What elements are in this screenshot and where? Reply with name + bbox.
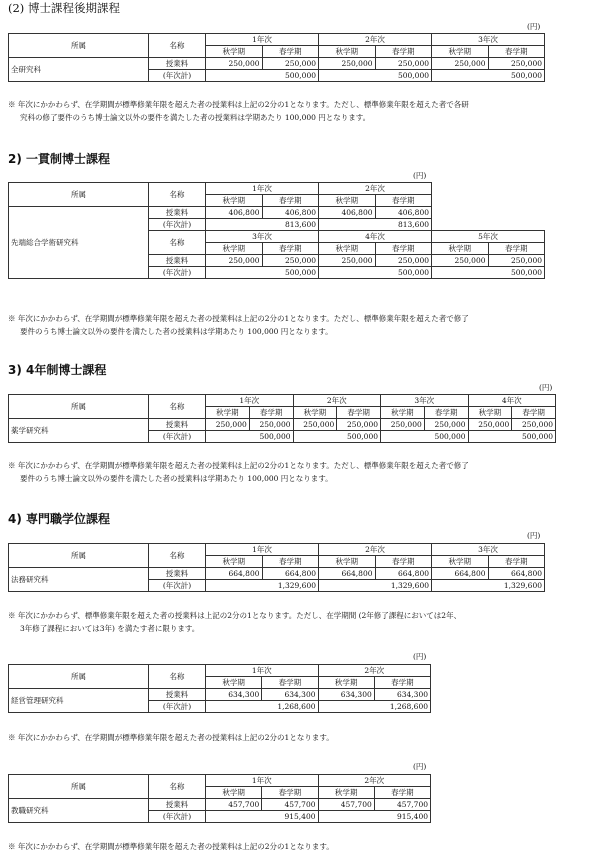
affiliation-header: 所属 xyxy=(9,544,149,568)
fee-cell: 634,300 xyxy=(262,689,318,701)
annual-total-cell: 1,329,600 xyxy=(319,580,432,592)
annual-label: (年次計) xyxy=(149,811,206,823)
fee-cell: 250,000 xyxy=(206,58,263,70)
year-header: 1年次 xyxy=(206,665,319,677)
year-header: 1年次 xyxy=(206,544,319,556)
note-education xyxy=(8,840,608,853)
fee-label: 授業料 xyxy=(149,255,206,267)
annual-total-cell: 500,000 xyxy=(206,70,319,82)
year-header: 1年次 xyxy=(206,775,319,787)
note-line: ※ 年次にかかわらず、標準修業年限を超えた者の授業料は上記の2分の1となります。ただし、在学期間 (2年修了課程においては2年、 xyxy=(8,611,462,620)
fee-label: 授業料 xyxy=(149,799,206,811)
autumn-header: 秋学期 xyxy=(206,46,263,58)
year-header: 2年次 xyxy=(318,665,431,677)
year-header: 2年次 xyxy=(319,34,432,46)
annual-total-cell: 500,000 xyxy=(293,431,381,443)
fee-cell: 250,000 xyxy=(319,58,376,70)
table-row xyxy=(9,58,545,70)
fee-cell: 250,000 xyxy=(262,255,319,267)
fee-cell: 250,000 xyxy=(206,255,263,267)
autumn-header: 秋学期 xyxy=(319,195,376,207)
affiliation-header: 所属 xyxy=(9,775,149,799)
autumn-header: 秋学期 xyxy=(206,556,263,568)
fee-table-law xyxy=(8,543,545,592)
fee-cell: 664,800 xyxy=(262,568,319,580)
department-cell: 全研究科 xyxy=(9,58,149,82)
note-line: ※ 年次にかかわらず、在学期間が標準修業年限を超えた者の授業料は上記の2分の1となります。ただし、標準修業年限を超えた者で修了 xyxy=(8,461,469,470)
unit-label: (円) xyxy=(527,531,541,540)
section-title-four-year-doctoral: 3) 4年制博士課程 xyxy=(8,363,107,377)
annual-label: (年次計) xyxy=(149,267,206,279)
fee-table-education xyxy=(8,774,431,823)
note-line: 究科の修了要件のうち博士論文以外の要件を満たした者の授業料は学期あたり 100,000 円となります。 xyxy=(20,113,371,122)
note-law xyxy=(8,609,608,635)
annual-total-cell: 500,000 xyxy=(381,431,469,443)
department-cell: 先端総合学術研究科 xyxy=(9,207,149,279)
note-line: 3年修了課程においては3年) を満たす者に限ります。 xyxy=(20,624,200,633)
annual-total-cell: 1,268,600 xyxy=(206,701,319,713)
annual-total-cell: 500,000 xyxy=(468,431,556,443)
year-header: 4年次 xyxy=(319,231,432,243)
note-line: ※ 年次にかかわらず、在学期間が標準修業年限を超えた者の授業料は上記の2分の1となります。ただし、標準修業年限を超えた者で各研 xyxy=(8,100,469,109)
autumn-header: 秋学期 xyxy=(319,556,376,568)
fee-label: 授業料 xyxy=(149,207,206,219)
table-row xyxy=(9,689,431,701)
annual-label: (年次計) xyxy=(149,701,206,713)
year-header: 2年次 xyxy=(318,775,431,787)
spring-header: 春学期 xyxy=(488,243,545,255)
autumn-header: 秋学期 xyxy=(206,195,263,207)
fee-cell: 250,000 xyxy=(319,255,376,267)
department-cell: 法務研究科 xyxy=(9,568,149,592)
fee-cell: 406,800 xyxy=(262,207,319,219)
fee-label: 授業料 xyxy=(149,568,206,580)
name-header: 名称 xyxy=(149,231,206,255)
annual-total-cell: 500,000 xyxy=(319,70,432,82)
year-header: 3年次 xyxy=(432,34,545,46)
spring-header: 春学期 xyxy=(374,677,430,689)
fee-cell: 250,000 xyxy=(262,58,319,70)
spring-header: 春学期 xyxy=(262,195,319,207)
year-header: 2年次 xyxy=(319,183,432,195)
annual-total-cell: 500,000 xyxy=(206,431,294,443)
unit-label: (円) xyxy=(539,383,553,392)
note-management xyxy=(8,731,608,744)
table-row xyxy=(9,665,431,677)
year-header: 2年次 xyxy=(293,395,381,407)
section-title-integrated-doctoral: 2) 一貫制博士課程 xyxy=(8,152,111,166)
fee-cell: 634,300 xyxy=(374,689,430,701)
spring-header: 春学期 xyxy=(337,407,381,419)
spring-header: 春学期 xyxy=(375,243,432,255)
affiliation-header: 所属 xyxy=(9,665,149,689)
table-row xyxy=(9,395,556,407)
autumn-header: 秋学期 xyxy=(432,46,489,58)
spring-header: 春学期 xyxy=(262,787,318,799)
year-header: 5年次 xyxy=(432,231,545,243)
note-line: ※ 年次にかかわらず、在学期間が標準修業年限を超えた者の授業料は上記の2分の1となります。 xyxy=(8,733,334,742)
name-header: 名称 xyxy=(149,395,206,419)
table-row xyxy=(9,34,545,46)
fee-label: 授業料 xyxy=(149,689,206,701)
annual-label: (年次計) xyxy=(149,431,206,443)
annual-total-cell: 813,600 xyxy=(206,219,319,231)
table-row xyxy=(9,183,545,195)
fee-cell: 250,000 xyxy=(381,419,425,431)
affiliation-header: 所属 xyxy=(9,34,149,58)
table-row xyxy=(9,207,545,219)
year-header: 1年次 xyxy=(206,34,319,46)
fee-cell: 250,000 xyxy=(337,419,381,431)
fee-cell: 457,700 xyxy=(262,799,318,811)
fee-cell: 250,000 xyxy=(432,255,489,267)
fee-table-integrated-doctoral xyxy=(8,182,545,279)
name-header: 名称 xyxy=(149,665,206,689)
spring-header: 春学期 xyxy=(262,677,318,689)
spring-header: 春学期 xyxy=(249,407,293,419)
note-line: ※ 年次にかかわらず、在学期間が標準修業年限を超えた者の授業料は上記の2分の1となります。ただし、標準修業年限を超えた者で修了 xyxy=(8,314,469,323)
annual-total-cell: 915,400 xyxy=(318,811,431,823)
spring-header: 春学期 xyxy=(424,407,468,419)
unit-label: (円) xyxy=(527,22,541,31)
fee-cell: 664,800 xyxy=(432,568,489,580)
spring-header: 春学期 xyxy=(375,46,432,58)
note-integrated-doctoral xyxy=(8,312,608,338)
year-header: 3年次 xyxy=(381,395,469,407)
autumn-header: 秋学期 xyxy=(432,556,489,568)
note-doctoral-latter xyxy=(8,98,608,124)
spring-header: 春学期 xyxy=(262,556,319,568)
section-title-professional-degree: 4) 専門職学位課程 xyxy=(8,512,111,526)
affiliation-header: 所属 xyxy=(9,183,149,207)
unit-label: (円) xyxy=(413,171,427,180)
autumn-header: 秋学期 xyxy=(206,407,250,419)
spring-header: 春学期 xyxy=(262,243,319,255)
fee-cell: 406,800 xyxy=(375,207,432,219)
annual-label: (年次計) xyxy=(149,70,206,82)
spring-header: 春学期 xyxy=(488,46,545,58)
annual-total-cell: 1,329,600 xyxy=(206,580,319,592)
autumn-header: 秋学期 xyxy=(468,407,512,419)
fee-cell: 250,000 xyxy=(488,255,545,267)
year-header: 1年次 xyxy=(206,183,319,195)
autumn-header: 秋学期 xyxy=(206,243,263,255)
fee-cell: 634,300 xyxy=(206,689,262,701)
fee-table-doctoral-latter xyxy=(8,33,545,82)
name-header: 名称 xyxy=(149,775,206,799)
spring-header: 春学期 xyxy=(375,195,432,207)
autumn-header: 秋学期 xyxy=(293,407,337,419)
fee-cell: 250,000 xyxy=(432,58,489,70)
table-row xyxy=(9,544,545,556)
name-header: 名称 xyxy=(149,34,206,58)
fee-cell: 250,000 xyxy=(375,255,432,267)
name-header: 名称 xyxy=(149,183,206,207)
autumn-header: 秋学期 xyxy=(318,677,374,689)
autumn-header: 秋学期 xyxy=(318,787,374,799)
note-line: 要件のうち博士論文以外の要件を満たした者の授業料は学期あたり 100,000 円となります。 xyxy=(20,474,333,483)
unit-label: (円) xyxy=(413,762,427,771)
spring-header: 春学期 xyxy=(262,46,319,58)
autumn-header: 秋学期 xyxy=(432,243,489,255)
annual-label: (年次計) xyxy=(149,219,206,231)
unit-label: (円) xyxy=(413,652,427,661)
table-row xyxy=(9,568,545,580)
year-header: 4年次 xyxy=(468,395,556,407)
fee-cell: 457,700 xyxy=(374,799,430,811)
fee-cell: 634,300 xyxy=(318,689,374,701)
fee-cell: 250,000 xyxy=(375,58,432,70)
fee-table-management xyxy=(8,664,431,713)
fee-cell: 664,800 xyxy=(488,568,545,580)
fee-cell: 406,800 xyxy=(319,207,376,219)
year-header: 3年次 xyxy=(432,544,545,556)
year-header: 3年次 xyxy=(206,231,319,243)
fee-cell: 457,700 xyxy=(206,799,262,811)
spring-header: 春学期 xyxy=(488,556,545,568)
year-header: 1年次 xyxy=(206,395,294,407)
annual-total-cell: 1,268,600 xyxy=(318,701,431,713)
fee-cell: 250,000 xyxy=(424,419,468,431)
annual-label: (年次計) xyxy=(149,580,206,592)
fee-label: 授業料 xyxy=(149,58,206,70)
fee-cell: 250,000 xyxy=(293,419,337,431)
table-row xyxy=(9,419,556,431)
table-row xyxy=(9,775,431,787)
fee-label: 授業料 xyxy=(149,419,206,431)
annual-total-cell: 1,329,600 xyxy=(432,580,545,592)
fee-table-four-year-doctoral xyxy=(8,394,556,443)
autumn-header: 秋学期 xyxy=(206,787,262,799)
department-cell: 薬学研究科 xyxy=(9,419,149,443)
spring-header: 春学期 xyxy=(375,556,432,568)
fee-cell: 457,700 xyxy=(318,799,374,811)
fee-cell: 250,000 xyxy=(468,419,512,431)
fee-cell: 250,000 xyxy=(206,419,250,431)
name-header: 名称 xyxy=(149,544,206,568)
annual-total-cell: 813,600 xyxy=(319,219,432,231)
note-line: ※ 年次にかかわらず、在学期間が標準修業年限を超えた者の授業料は上記の2分の1となります。 xyxy=(8,842,334,851)
annual-total-cell: 915,400 xyxy=(206,811,319,823)
year-header: 2年次 xyxy=(319,544,432,556)
spring-header: 春学期 xyxy=(374,787,430,799)
fee-cell: 664,800 xyxy=(319,568,376,580)
note-line: 要件のうち博士論文以外の要件を満たした者の授業料は学期あたり 100,000 円となります。 xyxy=(20,327,333,336)
fee-cell: 250,000 xyxy=(488,58,545,70)
annual-total-cell: 500,000 xyxy=(319,267,432,279)
annual-total-cell: 500,000 xyxy=(432,267,545,279)
autumn-header: 秋学期 xyxy=(319,46,376,58)
affiliation-header: 所属 xyxy=(9,395,149,419)
table-row xyxy=(9,799,431,811)
section-title-doctoral-latter: (2) 博士課程後期課程 xyxy=(8,1,120,15)
fee-cell: 406,800 xyxy=(206,207,263,219)
spring-header: 春学期 xyxy=(512,407,556,419)
fee-cell: 250,000 xyxy=(249,419,293,431)
autumn-header: 秋学期 xyxy=(381,407,425,419)
department-cell: 経営管理研究科 xyxy=(9,689,149,713)
annual-total-cell: 500,000 xyxy=(432,70,545,82)
autumn-header: 秋学期 xyxy=(319,243,376,255)
fee-cell: 664,800 xyxy=(206,568,263,580)
annual-total-cell: 500,000 xyxy=(206,267,319,279)
department-cell: 教職研究科 xyxy=(9,799,149,823)
note-four-year-doctoral xyxy=(8,459,608,485)
fee-cell: 250,000 xyxy=(512,419,556,431)
fee-cell: 664,800 xyxy=(375,568,432,580)
autumn-header: 秋学期 xyxy=(206,677,262,689)
